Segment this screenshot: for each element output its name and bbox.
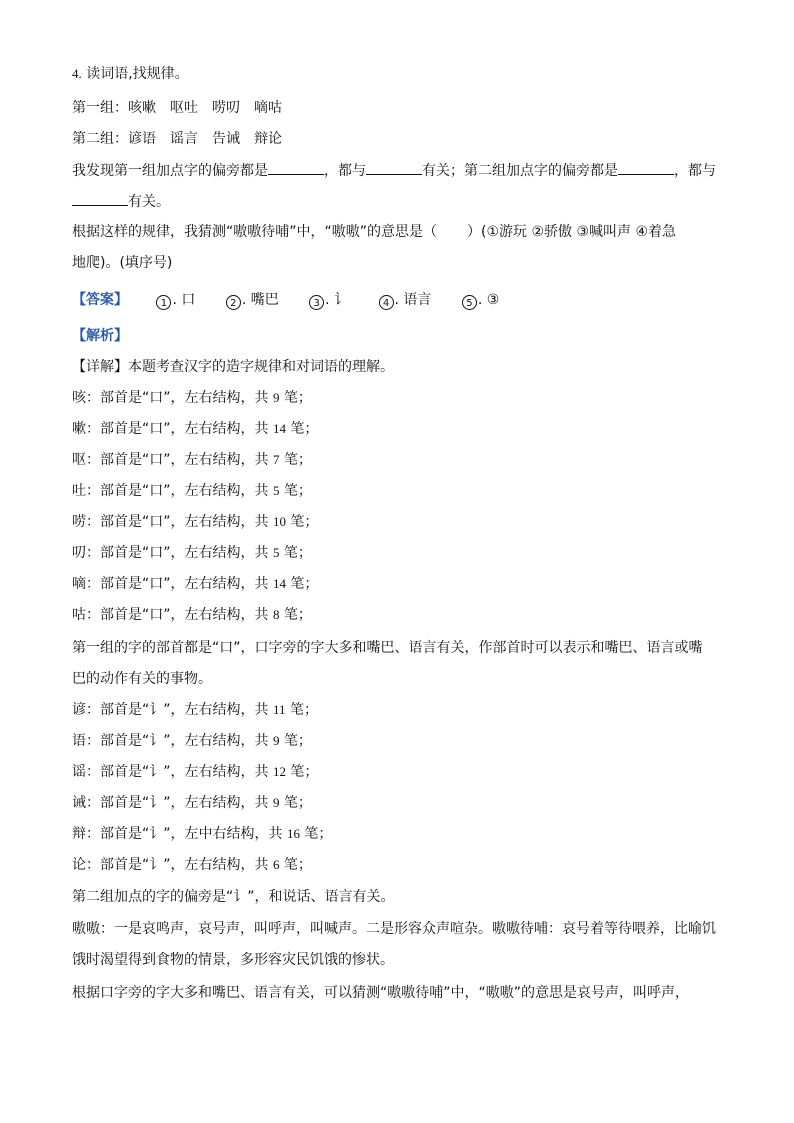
question-title-text: 读词语,找规律。 bbox=[86, 66, 189, 82]
number-circle-icon: 3 bbox=[309, 295, 324, 310]
analysis-label: 【解析】 bbox=[72, 328, 128, 344]
radical-text: 语：部首是“讠”，左右结构，共 bbox=[72, 733, 273, 749]
radical-text: 吐：部首是“口”，左右结构，共 bbox=[72, 483, 273, 499]
radical-suffix: 笔； bbox=[285, 421, 319, 437]
radical-suffix: 笔； bbox=[279, 390, 312, 406]
stroke-count: 14 bbox=[272, 421, 286, 436]
stroke-count: 9 bbox=[272, 795, 280, 810]
fill-text-d: ，都与 bbox=[674, 163, 716, 179]
detail-line bbox=[72, 357, 732, 377]
answer-line bbox=[72, 290, 732, 310]
summary1-text-b: 巴的动作有关的事物。 bbox=[72, 671, 212, 687]
radical-suffix: 笔； bbox=[279, 857, 312, 873]
stroke-count: 5 bbox=[272, 483, 280, 498]
radical-line bbox=[72, 574, 732, 594]
radical-text: 谣：部首是“讠”，左右结构，共 bbox=[72, 764, 273, 780]
radical-suffix: 笔； bbox=[285, 576, 319, 592]
radical-suffix: 笔； bbox=[299, 826, 333, 842]
summary2-line bbox=[72, 887, 732, 907]
guess-options: ）(①游玩 ②骄傲 ③喊叫声 ④着急 bbox=[467, 224, 677, 240]
radical-line bbox=[72, 388, 732, 408]
radical-text: 唠：部首是“口”，左右结构，共 bbox=[72, 514, 273, 530]
radical-text: 诫：部首是“讠”，左右结构，共 bbox=[72, 795, 273, 811]
stroke-count: 8 bbox=[272, 607, 280, 622]
radical-line bbox=[72, 512, 732, 532]
stroke-count: 12 bbox=[272, 764, 286, 779]
summary2-text: 第二组加点的字的偏旁是“讠”，和说话、语言有关。 bbox=[72, 889, 395, 905]
group1-words: 咳嗽 呕吐 唠叨 嘀咕 bbox=[128, 100, 282, 116]
number-circle-icon: 2 bbox=[226, 295, 241, 310]
radical-text: 呕：部首是“口”，左右结构，共 bbox=[72, 452, 273, 468]
radical-suffix: 笔； bbox=[279, 483, 312, 499]
answer-label: 【答案】 bbox=[72, 292, 128, 308]
answer-item-5 bbox=[462, 290, 499, 310]
aoao-text-a: 嗷嗷：一是哀鸣声，哀号声，叫呼声，叫喊声。二是形容众声喧杂。嗷嗷待哺：哀号着等待喂养，比喻饥 bbox=[72, 921, 716, 937]
radical-text: 咕：部首是“口”，左右结构，共 bbox=[72, 607, 273, 623]
stroke-count: 16 bbox=[286, 826, 300, 841]
group2-words: 谚语 谣言 告诫 辩论 bbox=[128, 131, 282, 147]
number-circle-icon: 1 bbox=[156, 295, 171, 310]
radical-line bbox=[72, 731, 732, 751]
fill-line-2 bbox=[72, 191, 732, 212]
number-circle-icon: 4 bbox=[379, 295, 394, 310]
radical-line bbox=[72, 450, 732, 470]
conclusion-text: 根据口字旁的字大多和嘴巴、语言有关，可以猜测“嗷嗷待哺”中，“嗷嗷”的意思是哀号声，叫呼声， bbox=[72, 985, 690, 1001]
stroke-count: 11 bbox=[272, 702, 286, 717]
answer-blank-4[interactable] bbox=[72, 191, 128, 206]
answer-item-text: . 讠 bbox=[325, 292, 349, 308]
question-number: 4. bbox=[72, 66, 82, 81]
radical-line bbox=[72, 543, 732, 563]
group1-label: 第一组： bbox=[72, 100, 128, 116]
summary1-line-b bbox=[72, 669, 732, 689]
radical-line bbox=[72, 481, 732, 501]
analysis-label-line bbox=[72, 326, 732, 346]
guess-text-b: 地爬)。(填序号) bbox=[72, 255, 173, 271]
answer-blank-1[interactable] bbox=[268, 160, 324, 175]
answer-blank-2[interactable] bbox=[366, 160, 422, 175]
radical-line bbox=[72, 700, 732, 720]
radical-text: 嘀：部首是“口”，左右结构，共 bbox=[72, 576, 273, 592]
aoao-line-b bbox=[72, 950, 732, 970]
radical-line bbox=[72, 824, 732, 844]
radical-text: 辩：部首是“讠”，左中右结构，共 bbox=[72, 826, 287, 842]
radical-suffix: 笔； bbox=[279, 795, 312, 811]
guess-line-2 bbox=[72, 253, 732, 273]
question-title bbox=[72, 64, 732, 84]
fill-text-b: ，都与 bbox=[324, 163, 366, 179]
answer-item-4 bbox=[379, 290, 432, 310]
fill-text-c: 有关；第二组加点字的偏旁都是 bbox=[422, 163, 618, 179]
radical-text: 论：部首是“讠”，左右结构，共 bbox=[72, 857, 273, 873]
number-circle-icon: 5 bbox=[462, 295, 477, 310]
answer-item-1 bbox=[156, 290, 195, 310]
answer-item-text: . 嘴巴 bbox=[241, 292, 279, 308]
radical-suffix: 笔； bbox=[279, 733, 312, 749]
aoao-text-b: 饿时渴望得到食物的情景，多形容灾民饥饿的惨状。 bbox=[72, 952, 394, 968]
radical-suffix: 笔； bbox=[279, 607, 312, 623]
answer-item-2 bbox=[226, 290, 279, 310]
radical-suffix: 笔； bbox=[285, 514, 319, 530]
answer-item-text: . 语言 bbox=[394, 292, 432, 308]
radical-text: 谚：部首是“讠”，左右结构，共 bbox=[72, 702, 273, 718]
radical-text: 叨：部首是“口”，左右结构，共 bbox=[72, 545, 273, 561]
group2-line bbox=[72, 129, 732, 149]
group2-label: 第二组： bbox=[72, 131, 128, 147]
stroke-count: 7 bbox=[272, 452, 280, 467]
guess-line-1 bbox=[72, 222, 732, 242]
radical-line bbox=[72, 855, 732, 875]
stroke-count: 9 bbox=[272, 733, 280, 748]
fill-text-a: 我发现第一组加点字的偏旁都是 bbox=[72, 163, 268, 179]
radical-line bbox=[72, 762, 732, 782]
answer-blank-3[interactable] bbox=[618, 160, 674, 175]
stroke-count: 6 bbox=[272, 857, 280, 872]
radical-line bbox=[72, 793, 732, 813]
answer-item-text: . 口 bbox=[172, 292, 196, 308]
fill-text-e: 有关。 bbox=[128, 194, 170, 210]
radical-suffix: 笔； bbox=[285, 702, 318, 718]
guess-text-a: 根据这样的规律，我猜测“嗷嗷待哺”中，“嗷嗷”的意思是（ bbox=[72, 224, 438, 240]
summary1-line-a bbox=[72, 638, 732, 658]
stroke-count: 10 bbox=[272, 514, 286, 529]
fill-line-1 bbox=[72, 160, 732, 181]
radical-line bbox=[72, 605, 732, 625]
answer-item-text: . ③ bbox=[477, 292, 500, 308]
answer-item-3 bbox=[309, 290, 348, 310]
aoao-line-a bbox=[72, 919, 732, 939]
radical-suffix: 笔； bbox=[279, 545, 312, 561]
radical-text: 嗽：部首是“口”，左右结构，共 bbox=[72, 421, 273, 437]
radical-text: 咳：部首是“口”，左右结构，共 bbox=[72, 390, 273, 406]
conclusion-line bbox=[72, 983, 732, 1003]
radical-suffix: 笔； bbox=[279, 452, 312, 468]
group1-line bbox=[72, 98, 732, 118]
stroke-count: 5 bbox=[272, 545, 280, 560]
radical-suffix: 笔； bbox=[285, 764, 319, 780]
summary1-text-a: 第一组的字的部首都是“口”，口字旁的字大多和嘴巴、语言有关，作部首时可以表示和嘴巴、语言或嘴 bbox=[72, 640, 703, 656]
stroke-count: 14 bbox=[272, 576, 286, 591]
radical-line bbox=[72, 419, 732, 439]
stroke-count: 9 bbox=[272, 390, 280, 405]
detail-text: 【详解】本题考查汉字的造字规律和对词语的理解。 bbox=[72, 359, 394, 375]
